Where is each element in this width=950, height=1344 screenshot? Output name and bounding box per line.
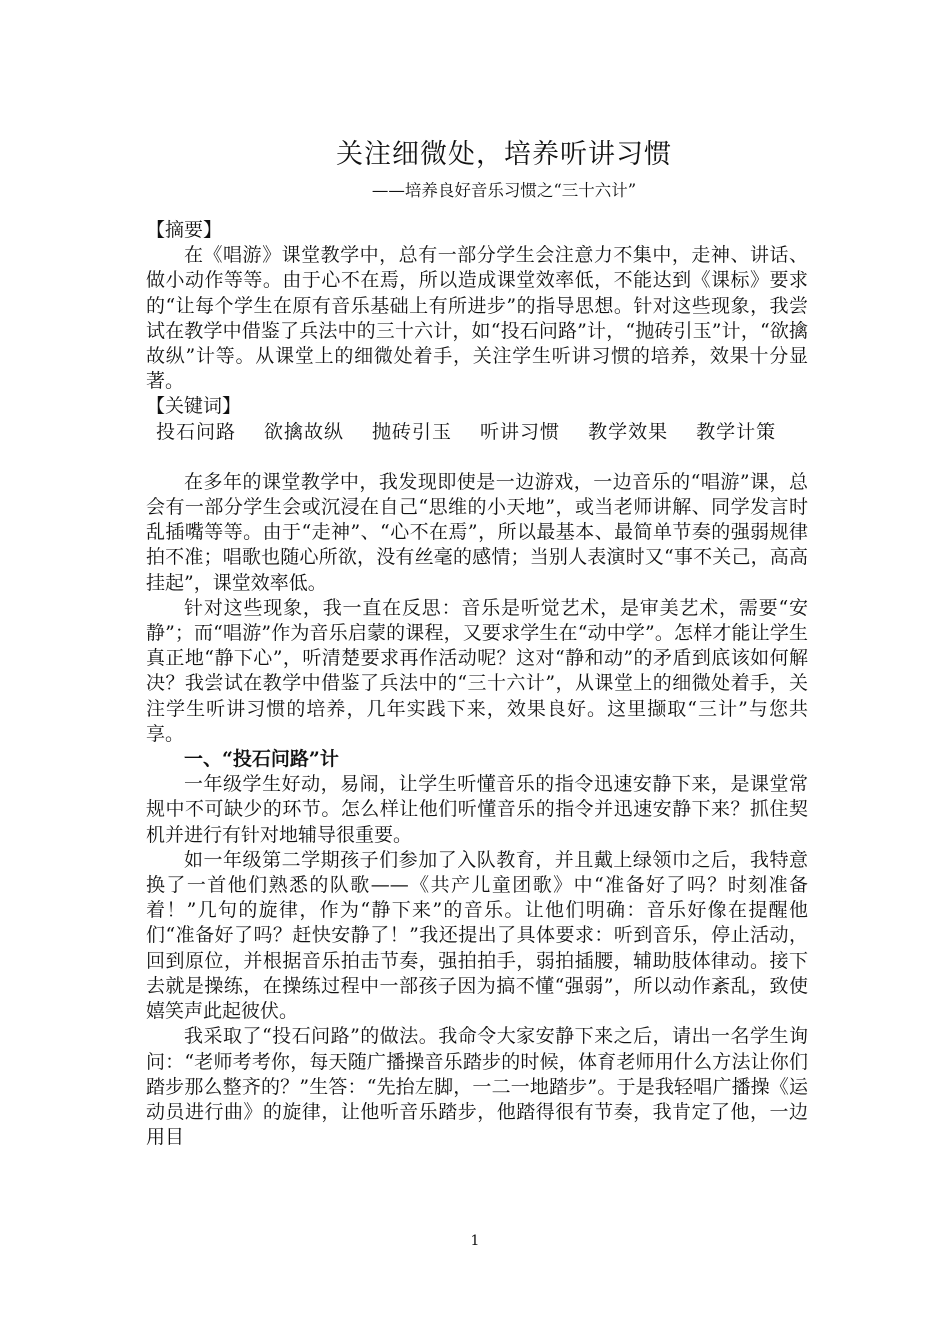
keyword: 教学效果: [588, 420, 669, 443]
keywords-list: [146, 420, 808, 445]
abstract-text: 在《唱游》课堂教学中，总有一部分学生会注意力不集中，走神、讲话、做小动作等等。由于心不在焉，所以造成课堂效率低，不能达到《课标》要求的“让每个学生在原有音乐基础上有所进步”的指导思想。针对这些现象，我尝试在教学中借鉴了兵法中的三十六计，如“投石问路”计，“抛砖引玉”计，“欲擒故纵”计等。从课堂上的细微处着手，关注学生听讲习惯的培养，效果十分显著。: [146, 244, 808, 393]
document-body: [146, 218, 808, 1150]
abstract-label: 【摘要】: [146, 219, 223, 241]
page-number: 1: [470, 1233, 480, 1249]
body-paragraph: 一年级学生好动，易闹，让学生听懂音乐的指令迅速安静下来，是课堂常规中不可缺少的环节。怎么样让他们听懂音乐的指令并迅速安静下来？抓住契机并进行有针对地辅导很重要。: [146, 773, 808, 846]
body-paragraph: 如一年级第二学期孩子们参加了入队教育，并且戴上绿领巾之后，我特意换了一首他们熟悉的队歌——《共产儿童团歌》中“准备好了吗？时刻准备着！”几句的旋律，作为“静下来”的音乐。让他们明确：音乐好像在提醒他们“准备好了吗？赶快安静了！”我还提出了具体要求：听到音乐，停止活动，回到原位，并根据音乐拍击节奏，强拍拍手，弱拍插腰，辅助肢体律动。接下去就是操练，在操练过程中一部孩子因为搞不懂“强弱”，所以动作紊乱，致使嬉笑声此起彼伏。: [146, 848, 808, 1023]
keyword: 欲擒故纵: [264, 420, 345, 443]
body-paragraph: 我采取了“投石问路”的做法。我命令大家安静下来之后，请出一名学生询问：“老师考考你，每天随广播操音乐踏步的时候，体育老师用什么方法让你们踏步那么整齐的？”生答：“先抬左脚，一二一地踏步”。于是我轻唱广播操《运动员进行曲》的旋律，让他听音乐踏步，他踏得很有节奏，我肯定了他，一边用目: [146, 1025, 808, 1149]
document-title: 关注细微处，培养听讲习惯: [336, 139, 672, 170]
keywords-label: 【关键词】: [146, 395, 242, 418]
spacer: [146, 445, 808, 470]
section-heading: 一、“投石问路”计: [184, 748, 339, 771]
keyword: 抛砖引玉: [372, 420, 453, 443]
keyword: 教学计策: [696, 420, 777, 443]
body-paragraph: 在多年的课堂教学中，我发现即使是一边游戏，一边音乐的“唱游”课，总会有一部分学生会或沉浸在自己“思维的小天地”，或当老师讲解、同学发言时乱插嘴等等。由于“走神”、“心不在焉”，所以最基本、最简单节奏的强弱规律拍不准；唱歌也随心所欲，没有丝毫的感情；当别人表演时又“事不关己，高高挂起”，课堂效率低。: [146, 470, 808, 594]
body-paragraph: 针对这些现象，我一直在反思：音乐是听觉艺术，是审美艺术，需要“安静”；而“唱游”作为音乐启蒙的课程，又要求学生在“动中学”。怎样才能让学生真正地“静下心”，听清楚要求再作活动呢？这对“静和动”的矛盾到底该如何解决？我尝试在教学中借鉴了兵法中的“三十六计”，从课堂上的细微处着手，关注学生听讲习惯的培养，几年实践下来，效果良好。这里撷取“三计”与您共享。: [146, 596, 808, 745]
keyword: 投石问路: [156, 420, 237, 443]
document-subtitle: ——培养良好音乐习惯之“三十六计”: [371, 181, 637, 200]
keyword: 听讲习惯: [480, 420, 561, 443]
